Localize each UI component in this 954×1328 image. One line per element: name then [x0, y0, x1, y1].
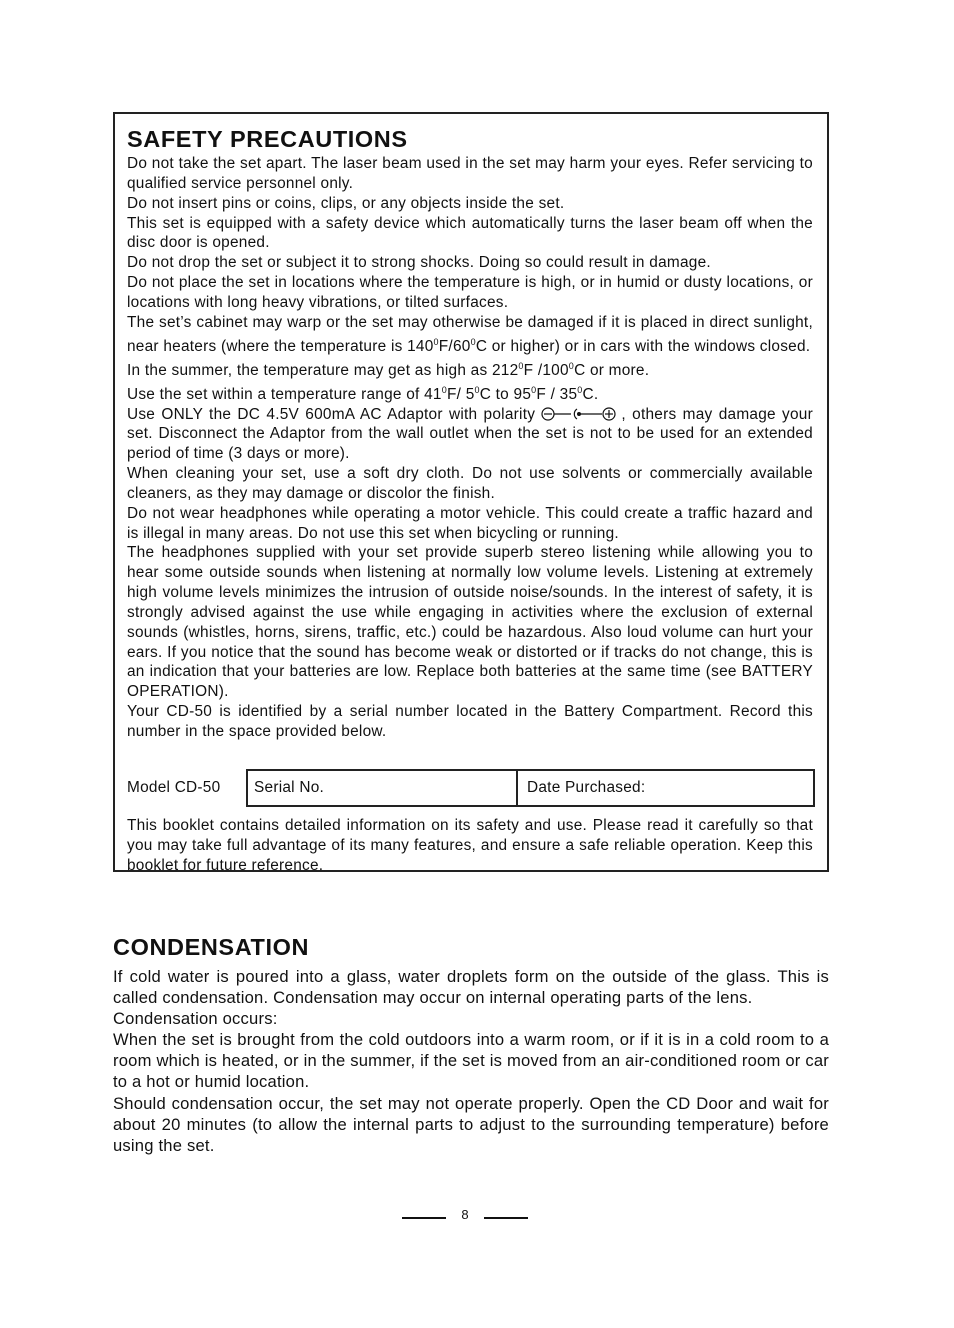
degree-mark: 0	[577, 384, 583, 395]
safety-content	[127, 124, 813, 874]
record-row	[127, 769, 813, 807]
safety-paragraph: This set is equipped with a safety device which automatically turns the laser beam off when the disc door is opened.	[127, 214, 813, 252]
range-text-post: C.	[582, 385, 599, 403]
condensation-paragraph: If cold water is poured into a glass, water droplets form on the outside of the glass. This is called condensation. Condensation may occur on internal operating parts of the lens.	[113, 967, 829, 1008]
page-number-footer	[402, 1206, 528, 1226]
degree-mark: 0	[470, 336, 476, 347]
condensation-title: CONDENSATION	[113, 934, 310, 960]
degree-mark: 0	[568, 360, 575, 371]
safety-precautions-box	[113, 112, 829, 872]
safety-title: SAFETY PRECAUTIONS	[127, 126, 408, 152]
degree-mark: 0	[531, 384, 537, 395]
page-number: 8	[461, 1207, 469, 1222]
condensation-paragraph: Should condensation occur, the set may not operate properly. Open the CD Door and wait for about 20 minutes (to allow the internal parts to adjust to the surrounding temperature) before using the set.	[113, 1093, 829, 1155]
adaptor-text-post: , others may damage your set. Disconnect the Adaptor from the wall outlet when the set is not to be used for an extended period of time (3 days or more).	[127, 405, 813, 463]
safety-paragraph: Your CD-50 is identified by a serial number located in the Battery Compartment. Record this number in the space provided below.	[127, 703, 813, 740]
degree-mark: 0	[474, 384, 480, 395]
safety-paragraph: Do not wear headphones while operating a motor vehicle. This could create a traffic hazard and is illegal in many areas. Do not use this set when bicycling or running.	[127, 504, 813, 542]
cabinet-paragraph	[127, 313, 813, 357]
cabinet-text-pre: The set’s cabinet may warp or the set may otherwise be damaged if it is placed in direct sunlight, near heaters (where the temperature is 140	[127, 313, 813, 355]
summer-text-post: C or more.	[574, 361, 650, 379]
cabinet-text-mid: F/60	[438, 337, 471, 355]
condensation-section	[113, 930, 829, 1156]
condensation-paragraph: Condensation occurs:	[113, 1009, 278, 1029]
summer-text-mid: F /100	[523, 361, 569, 379]
polarity-symbol-icon	[541, 407, 621, 421]
booklet-note: This booklet contains detailed information on its safety and use. Please read it carefully so that you may take full advantage of its many features, and ensure a safe reliable operation. Keep this booklet for future reference.	[127, 817, 813, 874]
condensation-paragraph: When the set is brought from the cold outdoors into a warm room, or if it is in a cold room to a room which is heated, or in the summer, if the set is moved from an air-conditioned room or car to a hot or humid location.	[113, 1030, 829, 1092]
cabinet-text-post: C or higher) or in cars with the windows closed.	[475, 337, 811, 355]
safety-paragraph: Do not insert pins or coins, clips, or any objects inside the set.	[127, 194, 565, 212]
degree-mark: 0	[441, 384, 447, 395]
date-purchased-field: Date Purchased:	[527, 779, 646, 796]
footer-rule-right	[484, 1217, 528, 1219]
degree-mark: 0	[433, 336, 439, 347]
record-table	[246, 769, 815, 807]
safety-paragraph: Do not drop the set or subject it to strong shocks. Doing so could result in damage.	[127, 254, 711, 272]
serial-number-field: Serial No.	[248, 771, 518, 805]
range-text-3: F / 35	[536, 385, 578, 403]
range-text-pre: Use the set within a temperature range of 41	[127, 385, 442, 403]
adaptor-text-pre: Use ONLY the DC 4.5V 600mA AC Adaptor with polarity	[127, 405, 536, 423]
safety-paragraph: The headphones supplied with your set provide superb stereo listening while allowing you to hear some outside sounds when listening at normally low volume levels. Listening at extremely high volume levels minimizes the intrusion of outside noise/sounds. In the interest of safety, it is strongly advised against the use while engaging in activities where the exclusion of external sounds (whistles, horns, sirens, traffic, etc.) could be hazardous. Also loud volume can hurt your ears. If you notice that the sound has become weak or distorted or if tracks do not change, this is an indication that your batteries are low. Replace both batteries at the same time (see BATTERY OPERATION).	[127, 544, 813, 701]
summer-paragraph	[127, 357, 813, 381]
adaptor-paragraph	[127, 405, 813, 465]
degree-mark: 0	[518, 360, 524, 371]
safety-paragraph: Do not place the set in locations where the temperature is high, or in humid or dusty locations, or locations with long heavy vibrations, or tilted surfaces.	[127, 274, 813, 311]
range-text-1: F/ 5	[446, 385, 475, 403]
model-label: Model CD-50	[127, 779, 221, 796]
range-text-2: C to 95	[479, 385, 532, 403]
range-paragraph	[127, 381, 813, 405]
safety-paragraph: Do not take the set apart. The laser beam used in the set may harm your eyes. Refer servicing to qualified service personnel only.	[127, 155, 813, 192]
summer-text-pre: In the summer, the temperature may get as high as 212	[127, 361, 519, 379]
safety-paragraph: When cleaning your set, use a soft dry cloth. Do not use solvents or commercially available cleaners, as they may damage or discolor the finish.	[127, 465, 813, 502]
